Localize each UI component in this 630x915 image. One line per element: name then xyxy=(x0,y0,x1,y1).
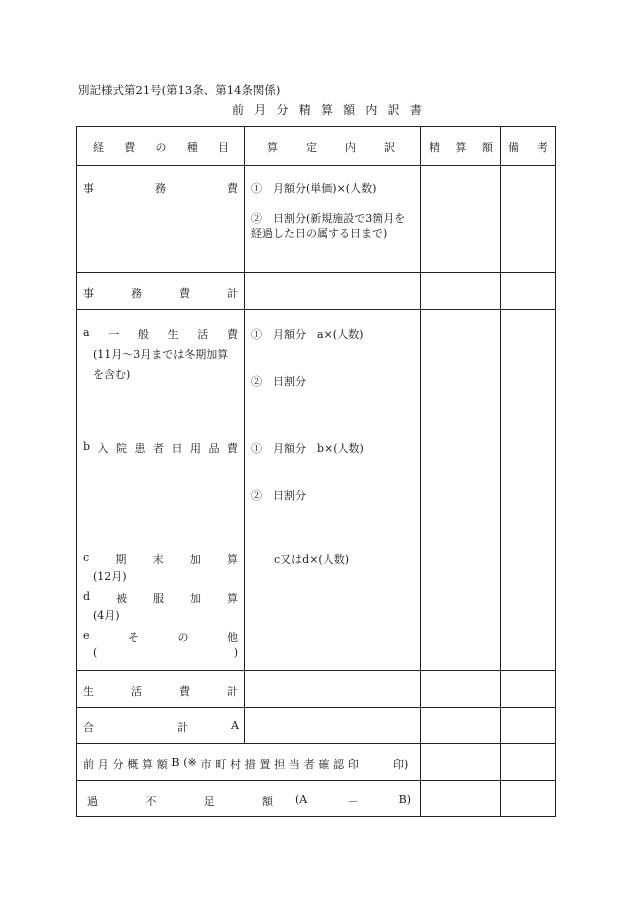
label-glyph: 者 xyxy=(303,758,315,771)
office-expense-label xyxy=(83,180,238,196)
label-glyph: 分 xyxy=(112,758,124,771)
other-expense-blank[interactable] xyxy=(93,646,238,659)
row-divider xyxy=(77,670,555,671)
label-glyph: 日 xyxy=(171,442,183,455)
label-glyph: (A xyxy=(295,793,308,806)
label-glyph: 備 xyxy=(508,141,519,154)
label-glyph: 印 xyxy=(347,758,359,771)
label-glyph: － xyxy=(347,795,359,808)
grand-total-label xyxy=(83,719,188,735)
inpatient-supplies-label xyxy=(83,440,238,456)
label-glyph: 額 xyxy=(261,795,273,808)
header-type-of-expense xyxy=(93,139,229,155)
document-title xyxy=(232,101,422,118)
form-id: 別記様式第21号(第13条、第14条関係) xyxy=(78,83,281,97)
label-glyph: 前 xyxy=(83,758,94,771)
label-glyph: 担 xyxy=(274,758,286,771)
office-monthly-formula: ① 月額分(単価)×(人数) xyxy=(251,182,377,195)
clothing-addition-note: (4月) xyxy=(93,609,120,622)
label-glyph: 村 xyxy=(229,758,241,771)
label-glyph: 計 xyxy=(227,685,238,698)
row-divider xyxy=(77,165,555,166)
label-glyph: 末 xyxy=(152,553,164,566)
label-glyph: 足 xyxy=(203,795,215,808)
header-calculation-detail xyxy=(267,139,395,155)
row-divider xyxy=(77,780,555,781)
label-glyph: 算 xyxy=(226,553,238,566)
label-glyph: a xyxy=(83,326,90,339)
col-divider xyxy=(500,127,501,816)
previous-estimate-label xyxy=(83,756,359,772)
label-glyph: 費 xyxy=(227,328,238,341)
label-glyph: 品 xyxy=(208,442,220,455)
label-glyph: 内 xyxy=(345,141,356,154)
label-glyph: 期 xyxy=(115,553,127,566)
label-glyph: 精 xyxy=(298,103,311,117)
row-divider xyxy=(77,272,555,273)
label-glyph: 加 xyxy=(189,553,201,566)
label-glyph: 務 xyxy=(155,182,166,195)
label-glyph: 用 xyxy=(189,442,201,455)
label-glyph: 計 xyxy=(227,287,238,300)
label-glyph: 者 xyxy=(152,442,164,455)
label-glyph: 算 xyxy=(267,141,278,154)
col-divider xyxy=(244,127,245,743)
label-glyph: 費 xyxy=(227,182,238,195)
label-glyph: 一 xyxy=(108,328,120,341)
label-glyph: 費 xyxy=(226,442,238,455)
label-glyph: 費 xyxy=(179,685,190,698)
label-glyph: 不 xyxy=(145,795,157,808)
label-glyph: 確 xyxy=(318,758,330,771)
label-glyph: 月 xyxy=(97,758,109,771)
shortfall-formula xyxy=(295,793,411,809)
label-glyph: 考 xyxy=(537,141,548,154)
verification-stamp: 印) xyxy=(393,758,409,771)
label-glyph: 町 xyxy=(215,758,227,771)
label-glyph: 月 xyxy=(254,103,267,117)
label-glyph: 算 xyxy=(320,103,333,117)
label-glyph: 入 xyxy=(97,442,109,455)
label-glyph: 額 xyxy=(482,141,493,154)
label-glyph: 費 xyxy=(124,141,136,154)
label-glyph: 額 xyxy=(156,758,168,771)
label-glyph: 措 xyxy=(244,758,256,771)
general-living-expense-label xyxy=(83,326,238,342)
label-glyph: e xyxy=(83,629,90,642)
general-living-monthly-formula: ① 月額分 a×(人数) xyxy=(251,328,364,341)
label-glyph: 患 xyxy=(134,442,146,455)
label-glyph: 当 xyxy=(288,758,300,771)
addition-formula: c又はd×(人数) xyxy=(274,553,350,566)
label-glyph: 服 xyxy=(153,592,165,605)
label-glyph: 生 xyxy=(167,328,179,341)
office-expense-total-label xyxy=(83,285,238,301)
label-glyph: 般 xyxy=(137,328,149,341)
label-glyph: 精 xyxy=(429,141,440,154)
label-glyph: 定 xyxy=(306,141,317,154)
label-glyph: 認 xyxy=(333,758,345,771)
shortfall-label xyxy=(87,793,273,809)
inpatient-monthly-formula: ① 月額分 b×(人数) xyxy=(251,442,364,455)
label-glyph: 算 xyxy=(455,141,467,154)
label-glyph: そ xyxy=(128,631,139,644)
label-glyph: c xyxy=(83,551,90,564)
living-expense-total-label xyxy=(83,683,238,699)
label-glyph: b xyxy=(83,440,91,453)
label-glyph: B) xyxy=(398,793,411,806)
label-glyph: 院 xyxy=(116,442,128,455)
label-glyph: の xyxy=(177,631,189,644)
label-glyph: 算 xyxy=(226,592,238,605)
label-glyph: 概 xyxy=(127,758,139,771)
clothing-addition-label xyxy=(83,590,238,606)
header-remarks xyxy=(508,139,548,155)
header-settlement-amount xyxy=(429,139,493,155)
year-end-addition-note: (12月) xyxy=(93,570,127,583)
label-glyph: 書 xyxy=(409,103,422,117)
label-glyph: 被 xyxy=(116,592,128,605)
label-glyph: 事 xyxy=(83,287,94,300)
row-divider xyxy=(77,707,555,708)
breakdown-table xyxy=(76,126,556,817)
row-divider xyxy=(77,309,555,310)
label-glyph: 内 xyxy=(365,103,378,117)
label-glyph: 額 xyxy=(343,103,356,117)
grand-total-letter: A xyxy=(231,719,239,732)
label-glyph: 事 xyxy=(83,182,94,195)
label-glyph: 務 xyxy=(131,287,142,300)
label-glyph: 置 xyxy=(259,758,271,771)
label-glyph: 目 xyxy=(218,141,229,154)
label-glyph: 訳 xyxy=(384,141,395,154)
label-glyph: 計 xyxy=(177,721,188,734)
label-glyph: ( xyxy=(93,646,98,659)
label-glyph: 費 xyxy=(179,287,190,300)
label-glyph: 活 xyxy=(131,685,142,698)
label-glyph: 訳 xyxy=(387,103,400,117)
label-glyph: 経 xyxy=(93,141,104,154)
label-glyph: 生 xyxy=(83,685,94,698)
label-glyph: 算 xyxy=(141,758,153,771)
label-glyph: (※ xyxy=(183,756,197,769)
label-glyph: 分 xyxy=(276,103,289,117)
row-divider xyxy=(77,743,555,744)
year-end-addition-label xyxy=(83,551,238,567)
label-glyph: 過 xyxy=(87,795,98,808)
inpatient-daily-formula: ② 日割分 xyxy=(251,489,306,502)
label-glyph: 市 xyxy=(200,758,212,771)
label-glyph: d xyxy=(83,590,91,603)
office-daily-formula: ② 日割分(新規施設で3箇月を経過した日の属する日まで) xyxy=(251,212,406,240)
label-glyph: B xyxy=(171,756,180,769)
label-glyph: 加 xyxy=(190,592,201,605)
label-glyph: 他 xyxy=(226,631,238,644)
other-expense-label xyxy=(83,629,238,645)
general-living-expense-note: (11月～3月までは冬期加算を含む) xyxy=(93,348,229,381)
col-divider xyxy=(420,127,421,816)
label-glyph: の xyxy=(155,141,167,154)
label-glyph: 前 xyxy=(232,103,245,117)
label-glyph: ) xyxy=(233,646,238,659)
label-glyph: 活 xyxy=(197,328,209,341)
label-glyph: 合 xyxy=(83,721,94,734)
general-living-daily-formula: ② 日割分 xyxy=(251,375,306,388)
label-glyph: 種 xyxy=(186,141,198,154)
